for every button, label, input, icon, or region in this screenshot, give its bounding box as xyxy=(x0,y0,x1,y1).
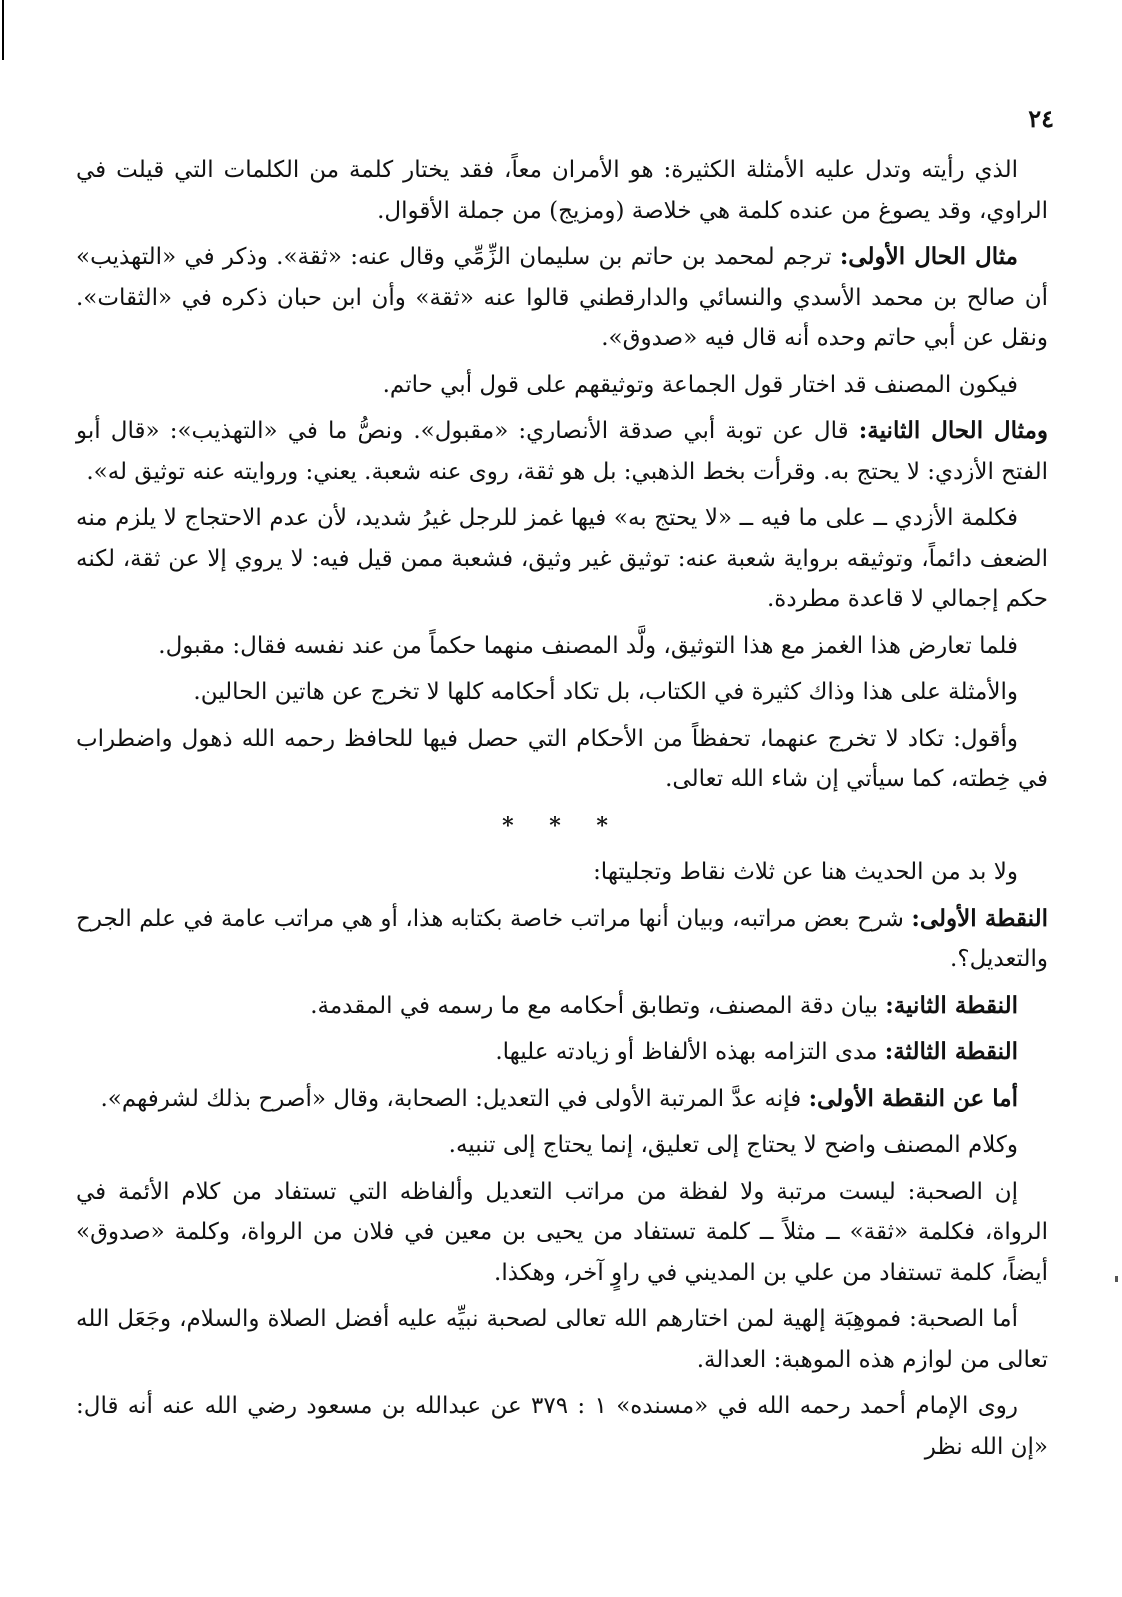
page-number: ٢٤ xyxy=(1028,104,1054,133)
scan-mark xyxy=(1115,1276,1118,1282)
paragraph-text: قال عن توبة أبي صدقة الأنصاري: «مقبول». ونصُّ ما في «التهذيب»: «قال أبو الفتح الأزدي: لا يحتج به. وقرأت بخط الذهبي: بل هو ثقة، روى عنه شعبة. يعني: وروايته عنه توثيق له». xyxy=(76,418,1048,485)
paragraph xyxy=(76,1386,1048,1467)
paragraph-lead: ومثال الحال الثانية: xyxy=(858,417,1048,444)
paragraph-lead: النقطة الثانية: xyxy=(885,991,1018,1019)
paragraph-text: فلما تعارض هذا الغمز مع هذا التوثيق، ولَّد المصنف منهما حكماً من عند نفسه فقال: مقبول. xyxy=(158,632,1018,659)
paragraph xyxy=(76,672,1048,713)
paragraph-text: ترجم لمحمد بن حاتم بن سليمان الزِّمِّي وقال عنه: «ثقة». وذكر في «التهذيب» أن صالح بن محمد الأسدي والنسائي والدارقطني قالوا عنه «ثقة» وأن ابن حبان ذكره في «الثقات». ونقل عن أبي حاتم وحده أنه قال فيه «صدوق». xyxy=(76,244,1048,351)
paragraph xyxy=(76,1172,1048,1294)
paragraph-text: الذي رأيته وتدل عليه الأمثلة الكثيرة: هو الأمران معاً، فقد يختار كلمة من الكلمات التي قيلت في الراوي، وقد يصوغ من عنده كلمة هي خلاصة (ومزيج) من جملة الأقوال. xyxy=(76,157,1048,224)
paragraph-text: شرح بعض مراتبه، وبيان أنها مراتب خاصة بكتابه هذا، أو هي مراتب عامة في علم الجرح والتعديل؟. xyxy=(76,905,1048,972)
paragraph xyxy=(76,719,1048,800)
paragraph xyxy=(76,150,1048,231)
paragraph-lead: النقطة الثالثة: xyxy=(884,1038,1018,1065)
page-edge-line xyxy=(2,0,4,60)
paragraph xyxy=(76,237,1048,359)
paragraph xyxy=(76,365,1048,406)
paragraph-text: أما الصحبة: فموهِبَة إلهية لمن اختارهم الله تعالى لصحبة نبيِّه عليه أفضل الصلاة والسلام، وجَعَل الله تعالى من لوازم هذه الموهبة: العدالة. xyxy=(76,1306,1048,1373)
paragraph-text: وكلام المصنف واضح لا يحتاج إلى تعليق، إنما يحتاج إلى تنبيه. xyxy=(448,1132,1018,1158)
paragraph-text: ولا بد من الحديث هنا عن ثلاث نقاط وتجليتها: xyxy=(593,859,1018,885)
paragraph xyxy=(76,1125,1048,1166)
paragraph-text: روى الإمام أحمد رحمه الله في «مسنده» ١ : ٣٧٩ عن عبدالله بن مسعود رضي الله عنه أنه قال: «إن الله نظر xyxy=(76,1393,1048,1460)
paragraph-text: إن الصحبة: ليست مرتبة ولا لفظة من مراتب التعديل وألفاظه التي تستفاد من كلام الأئمة في الرواة، فكلمة «ثقة» ــ مثلاً ــ كلمة تستفاد من يحيى بن معين في فلان من الرواة، وكلمة «صدوق» أيضاً، كلمة تستفاد من علي بن المديني في راوٍ آخر، وهكذا. xyxy=(76,1178,1048,1286)
paragraph-text: فيكون المصنف قد اختار قول الجماعة وتوثيقهم على قول أبي حاتم. xyxy=(382,371,1018,398)
paragraph-text: وأقول: تكاد لا تخرج عنهما، تحفظاً من الأحكام التي حصل فيها للحافظ رحمه الله ذهول واضطراب في خِطته، كما سيأتي إن شاء الله تعالى. xyxy=(76,725,1048,792)
paragraph-text: والأمثلة على هذا وذاك كثيرة في الكتاب، بل تكاد أحكامه كلها لا تخرج عن هاتين الحالين. xyxy=(193,679,1018,705)
paragraph xyxy=(76,498,1048,620)
paragraph xyxy=(76,986,1048,1027)
paragraph-lead: النقطة الأولى: xyxy=(911,904,1048,932)
paragraph xyxy=(76,1299,1048,1380)
paragraph xyxy=(76,899,1048,980)
paragraph-text: فإنه عدَّ المرتبة الأولى في التعديل: الصحابة، وقال «أصرح بذلك لشرفهم». xyxy=(100,1085,809,1112)
paragraph-lead: مثال الحال الأولى: xyxy=(839,243,1018,270)
paragraph-text: بيان دقة المصنف، وتطابق أحكامه مع ما رسمه في المقدمة. xyxy=(310,992,886,1019)
paragraph xyxy=(76,852,1048,893)
paragraph-text: مدى التزامه بهذه الألفاظ أو زيادته عليها. xyxy=(495,1039,885,1065)
paragraph xyxy=(76,411,1048,492)
body-text xyxy=(76,150,1048,1473)
section-separator: * * * xyxy=(502,812,622,839)
paragraph xyxy=(76,1079,1048,1120)
paragraph xyxy=(76,626,1048,667)
paragraph xyxy=(76,1032,1048,1073)
paragraph-lead: أما عن النقطة الأولى: xyxy=(808,1084,1018,1112)
paragraph-text: فكلمة الأزدي ــ على ما فيه ــ «لا يحتج به» فيها غمز للرجل غيرُ شديد، لأن عدم الاحتجاج لا يلزم منه الضعف دائماً، وتوثيقه برواية شعبة عنه: توثيق غير وثيق، فشعبة ممن قيل فيه: لا يروي إلا عن ثقة، لكنه حكم إجمالي لا قاعدة مطردة. xyxy=(76,505,1048,612)
